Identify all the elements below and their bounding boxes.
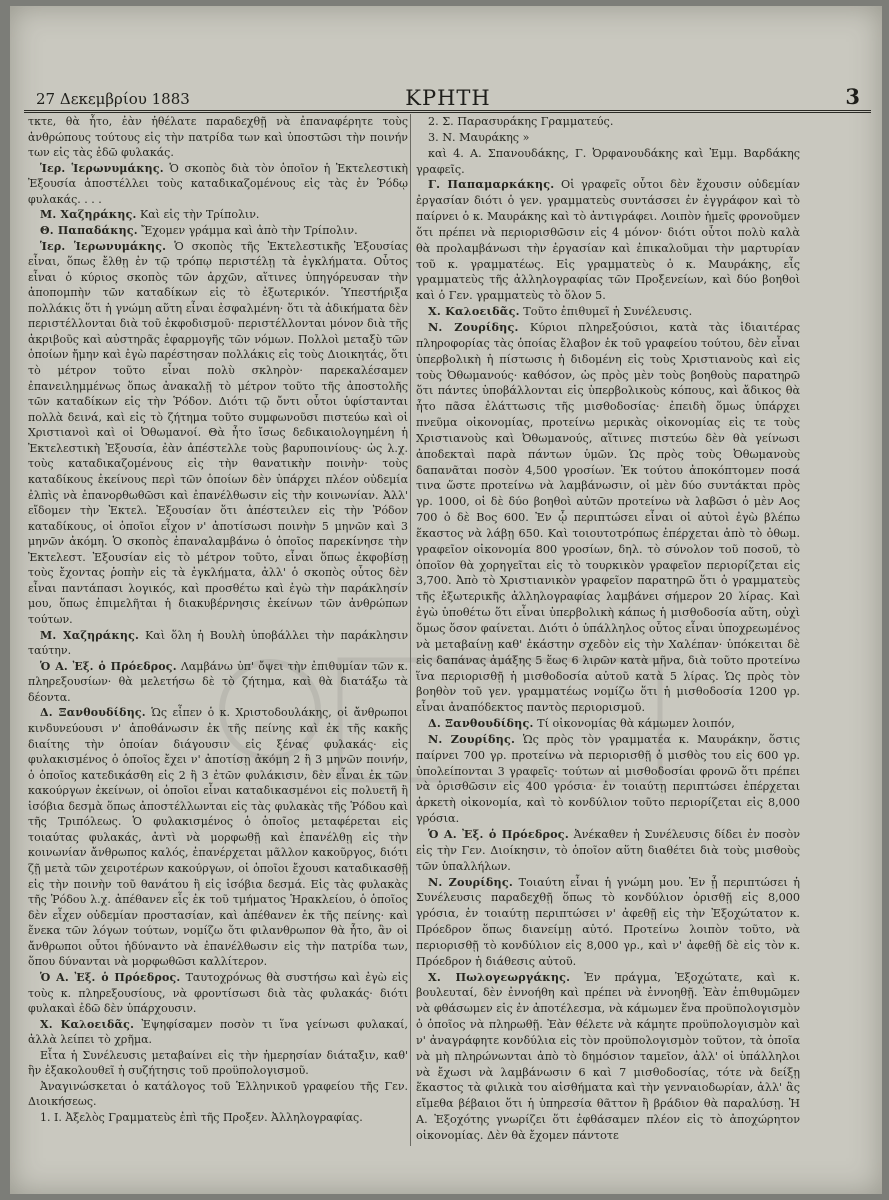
speaker-name: Μ. Χαζηράκης.	[40, 628, 140, 642]
speaker-name: Χ. Καλοειδᾶς.	[40, 1017, 135, 1031]
speaker-name: Χ. Πωλογεωργάκης.	[428, 969, 571, 984]
paragraph-text: Ἀνέκαθεν ἡ Συνέλευσις δίδει ἐν ποσὸν εἰς τὴν Γεν. Διοίκησιν, τὸ ὁποῖον αὕτη διαθέτει διὰ τοὺς μισθοὺς τῶν ὑπαλλήλων.	[416, 827, 800, 873]
speaker-name: Ὁ Α. Ἐξ. ὁ Πρόεδρος.	[40, 970, 181, 984]
paragraph	[416, 827, 800, 875]
paragraph	[28, 1079, 408, 1110]
paragraph	[416, 716, 800, 732]
paragraph-text: Ὡς πρὸς τὸν γραμματέα κ. Μαυράκην, ὅστις παίρνει 700 γρ. προτείνω νὰ περιορισθῇ ὁ μισθὸς του εἰς 600 γρ. ὑπολείπονται 3 γραφεῖς· τούτων αἱ μισθοδοσίαι φρονῶ ὅτι πρέπει νὰ ὁρισθῶσιν εἰς 400 γρόσια· ἐν τοιαύτῃ περιπτώσει ἐπέρχεται ἀρκετὴ οἰκονομία, καὶ τὸ κονδύλιον τοῦτο περιορίζεται εἰς 8,000 γρόσια.	[416, 732, 800, 826]
paragraph	[416, 732, 800, 827]
paragraph-text: Ἀναγινώσκεται ὁ κατάλογος τοῦ Ἑλληνικοῦ γραφείου τῆς Γεν. Διοικήσεως.	[28, 1079, 408, 1109]
speaker-name: Ἱερ. Ἱερωνυμάκης.	[40, 161, 164, 175]
issue-date: 27 Δεκεμβρίου 1883	[36, 90, 190, 108]
paragraph	[416, 304, 800, 320]
header-rule	[24, 110, 871, 113]
paragraph	[28, 207, 408, 223]
paragraph	[416, 114, 800, 130]
paragraph	[28, 970, 408, 1017]
paragraph-text: καὶ 4. Α. Σπανουδάκης, Γ. Ὀρφανουδάκης καὶ Ἐμμ. Βαρδάκης γραφεῖς.	[416, 146, 800, 176]
paragraph-text: Ὡς εἶπεν ὁ κ. Χριστοδουλάκης, οἱ ἄνθρωποι κινδυνεύουσι ν' ἀποθάνωσιν ἐκ τῆς πείνης καὶ ἐκ τῆς κακῆς διαίτης τὴν ὁποίαν διάγουσιν εἰς ξένας φυλακάς· εἰς φυλακισμένος ὁ ὁποῖος ἔχει ν' ἀποτίσῃ ἀκόμη 2 ἢ 3 μηνῶν ποινήν, ὁ ὁποῖος κατεδικάσθη εἰς 2 ἢ 3 ἐτῶν φυλάκισιν, δὲν εἶναι ἐκ τῶν κακούργων ἐκείνων, οἱ ὁποῖοι εἶναι καταδικασμένοι εἰς πολυετῆ ἢ ἰσόβια δεσμὰ ὅπως ἀποστέλλωνται εἰς τὰς φυλακὰς τῆς Ῥόδου καὶ τῆς Τριπόλεως. Ὁ φυλακισμένος ὁ ὁποῖος μεταφέρεται εἰς τοιαύτας φυλακάς, ἀντὶ νὰ μορφωθῇ καὶ ἐπανέλθῃ εἰς τὴν κοινωνίαν ἄνθρωπος καλός, ἐπανέρχεται μᾶλλον κακοῦργος, διότι ζῇ μετὰ τῶν χειροτέρων κακούργων, οἱ ὁποῖοι ἔχουσι καταδικασθῇ εἰς τὴν ποινὴν τοῦ θανάτου ἢ εἰς ἰσόβια δεσμά. Εἰς τὰς φυλακὰς τῆς Ῥόδου λ.χ. ἀπέθανεν εἷς ἐκ τοῦ τμήματος Ἡρακλείου, ὁ ὁποῖος δὲν εἶχεν οὐδεμίαν προστασίαν, καὶ ἀπέθανεν ἐκ τῆς πείνης· καὶ ἕνεκα τῶν λόγων τούτων, νομίζω ὅτι φιλανθρωπον θὰ ἦτο, ἂν οἱ ἄνθρωποι οὗτοι ἠδύναντο νὰ ἐπανέλθωσιν εἰς τὴν πατρίδα των, ὅπου δύνανται νὰ μορφωθῶσι καλλίτερον.	[28, 706, 408, 969]
speaker-name: Ν. Ζουρίδης.	[428, 874, 513, 889]
paragraph-text: Τοῦτο ἐπιθυμεῖ ἡ Συνέλευσις.	[523, 305, 693, 319]
paragraph	[28, 1110, 408, 1126]
paragraph-text: Λαμβάνω ὑπ' ὄψει τὴν ἐπιθυμίαν τῶν κ. πληρεξουσίων· θὰ μελετήσω δὲ τὸ ζήτημα, καὶ θὰ διατάξω τὰ δέοντα.	[28, 659, 408, 704]
paragraph-text: Ὁ σκοπὸς τῆς Ἐκτελεστικῆς Ἐξουσίας εἶναι, ὅπως ἔλθῃ ἐν τῷ τρόπῳ περιστέλῃ τὰ ἐγκλήματα. Οὗτος εἶναι ὁ κύριος σκοπὸς τῶν ἀρχῶν, αἵτινες ὑπηγόρευσαν τὴν ἀποπομπὴν τῶν καταδίκων εἰς τὸ ἐξωτερικόν. Ὑπεστήριξα πολλάκις ὅτι ἡ γνώμη αὕτη εἶναι ἐσφαλμένη· ὅτι τὰ ἀδικήματα δὲν περιστέλλονται διὰ τοῦ ἐκφοδισμοῦ· περιστέλλονται μόνον διὰ τῆς ἀκριβοῦς καὶ αὐστηρᾶς ἐφαρμογῆς τῶν νόμων. Πολλοὶ μεταξὺ τῶν ὁποίων ἤμην καὶ ἐγὼ παρέστησαν πολλάκις εἰς τοὺς Διοικητάς, ὅτι τὸ μέτρον τοῦτο εἶναι πολὺ σκληρὸν· παρεκαλέσαμεν ἐπανειλημμένως ὅπως ἀνακαλῇ τὸ μέτρον τοῦτο τῆς ἀποστολῆς τῶν καταδίκων εἰς τὴν Ῥόδον. Διότι τῷ ὄντι οὗτοι ὑφίστανται πολλὰ δεινά, καὶ εἰς τὸ ζήτημα τοῦτο συμφωνοῦσι πιστεύω καὶ οἱ Χριστιανοὶ καὶ οἱ Ὀθωμανοί. Θὰ ἦτο ἴσως δεδικαιολογημένη ἡ Ἐκτελεστικὴ Ἐξουσία, ἐὰν ἀπέστελλε τοὺς βαρυποινίους· ὡς λ.χ. τοὺς καταδικαζομένους εἰς τὴν θανατικὴν ποινὴν· τοὺς καταδίκους ἐκείνους περὶ τῶν ὁποίων δὲν ὑπάρχει πλέον οὐδεμία ἐλπὶς νὰ ἐπανορθωθῶσι καὶ ἐπανέλθωσιν εἰς τὴν κοινωνίαν. Ἀλλ' εἴδομεν τὴν Ἐκτελ. Ἐξουσίαν ὅτι ἀπέστειλεν εἰς τὴν Ῥόδον καταδίκους, οἱ ὁποῖοι εἶχον ν' ἀποτίσωσι ποινὴν 5 μηνῶν καὶ 3 μηνῶν ἀκόμη. Ὁ σκοπὸς ἐπαναλαμβάνω ὁ ὁποῖος παρεκίνησε τὴν Ἐκτελεστ. Ἐξουσίαν εἰς τὸ μέτρον τοῦτο, εἶναι ὅπως ἐκφοβίσῃ τοὺς ἔχοντας ῥοπὴν εἰς τὰ ἐγκλήματα, ἀλλ' ὁ σκοπὸς οὗτος δὲν εἶναι παντάπασι λογικός, καὶ προσθέτω καὶ ἐγὼ τὴν παράκλησίν μου, ὅπως ἐπιμελῆται ἡ διακυβέρνησις ἐκείνων τῶν ἀνθρώπων τούτων.	[28, 239, 409, 626]
paragraph-text: 2. Σ. Παρασυράκης Γραμματεύς.	[428, 115, 614, 128]
paragraph-text: Τί οἰκονομίας θὰ κάμωμεν λοιπόν,	[537, 717, 735, 731]
speaker-name: Ν. Ζουρίδης.	[428, 319, 519, 334]
paragraph	[28, 161, 408, 208]
right-column	[416, 114, 800, 1144]
paragraph-text: Εἶτα ἡ Συνέλευσις μεταβαίνει εἰς τὴν ἡμερησίαν διάταξιν, καθ' ἣν ἐξακολουθεῖ ἡ συζήτησις τοῦ προϋπολογισμοῦ.	[28, 1048, 408, 1078]
paragraph-text: Τοιαύτη εἶναι ἡ γνώμη μου. Ἐν ᾗ περιπτώσει ἡ Συνέλευσις παραδεχθῇ ὅπως τὸ κονδύλιον ὁρισθῇ εἰς 8,000 γρόσια, ἐν τοιαύτῃ περιπτώσει ν' ἀφεθῇ εἰς τὴν Ἐξοχώτατον κ. Πρόεδρον ὅπως διανείμῃ αὐτό. Προτείνω λοιπὸν τοῦτο, νὰ περιορισθῇ τὸ κονδύλιον εἰς 8,000 γρ., καὶ ν' ἀφεθῇ δὲ εἰς τὸν κ. Πρόεδρον ἡ διάθεσις αὐτοῦ.	[416, 875, 801, 968]
newspaper-title: ΚΡΗΤΗ	[405, 86, 491, 110]
speaker-name: Ἱερ. Ἱερωνυμάκης.	[40, 239, 167, 253]
paragraph	[416, 320, 800, 716]
paragraph-text: Ἐν πράγμα, Ἐξοχώτατε, καὶ κ. βουλευταί, δὲν ἐννοήθη καὶ πρέπει νὰ ἐννοηθῇ. Ἐὰν ἐπιθυμῶμεν νὰ φθάσωμεν εἰς ἐν ἀποτέλεσμα, νὰ κάμωμεν ἕνα προϋπολογισμὸν ὁ ὁποῖος νὰ πληρωθῇ. Ἐὰν θέλετε νὰ κάμητε προϋπολογισμὸν καὶ ν' ἀναγράφητε κονδύλια εἰς τὸν προϋπολογισμὸν τοῦτον, τὰ ὁποῖα νὰ μὴ πληρώνωνται ἀπὸ τὸ δημόσιον ταμεῖον, ἀλλ' οἱ ὑπάλληλοι νὰ ἔχωσι νὰ λαμβάνωσιν 6 καὶ 7 μισθοδοσίας, τότε νὰ δείξῃ ἕκαστος τὰ φιλικὰ του αἰσθήματα καὶ τὴν γενναιοδωρίαν, ἀλλ' ἂς εἴμεθα βέβαιοι ὅτι ἡ ὑπηρεσία θᾶττον ἢ βράδιον θὰ παραλύσῃ. Ἡ Α. Ἐξοχότης γνωρίζει ὅτι ἐφθάσαμεν πλέον εἰς τὸ ἀποχώρητον οἰκονομίας. Δὲν θὰ ἔχομεν πάντοτε	[416, 970, 800, 1142]
speaker-name: Δ. Ξανθουδίδης.	[40, 706, 146, 720]
paragraph	[28, 705, 408, 970]
paragraph-text: Κύριοι πληρεξούσιοι, κατὰ τὰς ἰδιαιτέρας πληροφορίας τὰς ὁποίας ἔλαβον ἐκ τοῦ γραφείου τούτου, δὲν εἶναι ὑπερβολικὴ ἡ πίστωσις ἡ διδομένη εἰς τοὺς Χριστιανοὺς καὶ εἰς τοὺς Ὀθωμανούς· καθόσον, ὡς πρὸς μὲν τοὺς βοηθοὺς παρατηρῶ ὅτι πάντες ὑποβάλλονται εἰς ὑπερβολικοὺς κόπους, καὶ ἄδικος θὰ ἦτο πᾶσα ἐλάττωσις τῆς μισθοδοσίας· ἐπειδὴ ὅμως ὑπάρχει πνεῦμα οἰκονομίας, προτείνω μερικὰς οἰκονομίας εἰς τε τοὺς Χριστιανοὺς καὶ Ὀθωμανούς, αἵτινες πιστεύω δὲν θὰ γείνωσι ἀποδεκταὶ παρὰ πάντων ὑμῶν. Ὡς πρὸς τοὺς Ὀθωμανοὺς δαπανᾶται ποσὸν 4,500 γροσίων. Ἐκ τούτου ἀποκόπτομεν ποσά τινα ὥστε προτείνω νὰ λαμβάνωσιν, οἱ μὲν δύο συντάκται πρὸς γρ. 1000, οἱ δὲ δύο βοηθοὶ αὐτῶν προτείνω νὰ λαβῶσι ὁ μὲν Αος 700 ὁ δὲ Βος 600. Ἐν ᾧ περιπτώσει εἶναι οἱ αὐτοὶ ἐγὼ βλέπω ἕκαστος νὰ λάβῃ 650. Καὶ τοιουτοτρόπως ἐπέρχεται ἀπὸ τὸ ὀθωμ. γραφεῖον οἰκονομία 800 γροσίων, δηλ. τὸ σύνολον τοῦ ποσοῦ, τὸ ὁποῖον θὰ χορηγεῖται εἰς τὸ τουρκικὸν γραφεῖον περιορίζεται εἰς 3,700. Ἀπὸ τὸ Χριστιανικὸν γραφεῖον παρατηρῶ ὅτι ὁ γραμματεὺς τῆς ἐξωτερικῆς ἀλληλογραφίας λαμβάνει σήμερον 20 λίρας. Καὶ ἐγὼ ὑποθέτω ὅτι εἶναι ὑπερβολικὴ κάπως ἡ μισθοδοσία αὕτη, οὐχὶ ὅμως ὅσον φαίνεται. Διότι ὁ ὑπάλληλος οὗτος εἶναι ὑποχρεωμένος νὰ μεταβαίνῃ καθ' ἑκάστην σχεδὸν εἰς τὴν Χαλέπαν· ὑπόκειται δὲ εἰς δαπάνας ἁμάξης 5 ἕως 6 λιρῶν κατὰ μῆνα, διὰ τοῦτο προτείνω ἵνα περιορισθῇ ἡ μισθοδοσία αὐτοῦ κατὰ 5 λίρας. Ὡς πρὸς τὸν βοηθὸν τοῦ γεν. γραμματέως νομίζω ὅτι ἡ μισθοδοσία 1200 γρ. εἶναι ἀναπόδεκτος παντὸς περιορισμοῦ.	[416, 320, 800, 715]
paragraph-text: 3. Ν. Μαυράκης »	[428, 130, 530, 144]
speaker-name: Μ. Χαζηράκης.	[40, 208, 137, 222]
column-divider	[410, 114, 411, 1146]
paragraph	[28, 1017, 408, 1048]
page-number: 3	[845, 84, 860, 109]
speaker-name: Ὁ Α. Ἐξ. ὁ Πρόεδρος.	[40, 659, 177, 673]
paragraph-text: τκτε, θὰ ἦτο, ἐὰν ἠθέλατε παραδεχθῇ νὰ ἐπαναφέρητε τοὺς ἀνθρώπους τούτους εἰς τὴν πατρίδα των καὶ ὑποστῶσι τὴν ποινήν των εἰς τὰς ἐδῶ φυλακάς.	[28, 115, 408, 160]
paragraph-text: Καὶ εἰς τὴν Τρίπολιν.	[140, 208, 260, 222]
paragraph-text: Καὶ ὅλη ἡ Βουλὴ ὑποβάλλει τὴν παράκλησιν ταύτην.	[28, 628, 409, 658]
paragraph	[416, 970, 800, 1144]
left-column	[28, 114, 408, 1126]
speaker-name: Θ. Παπαδάκης.	[40, 223, 138, 237]
paragraph-text: Ταυτοχρόνως θὰ συστήσω καὶ ἐγὼ εἰς τοὺς κ. πληρεξουσίους, νὰ φροντίσωσι διὰ τὰς φυλακάς· διότι φυλακαὶ ἐδῶ δὲν ὑπάρχουσιν.	[28, 970, 408, 1016]
speaker-name: Ν. Ζουρίδης.	[428, 731, 516, 746]
paragraph	[28, 628, 408, 659]
paragraph	[416, 130, 800, 146]
paragraph	[28, 114, 408, 161]
paragraph-text: 1. Ι. Ἀξελὸς Γραμματεὺς ἐπὶ τῆς Προξεν. Ἀλληλογραφίας.	[40, 1111, 363, 1124]
paragraph-text: Ὁ σκοπὸς διὰ τὸν ὁποῖον ἡ Ἐκτελεστικὴ Ἐξουσία ἀποστέλλει τοὺς καταδικαζομένους εἰς τὰς ἐν Ῥόδῳ φυλακάς. . . .	[28, 161, 409, 206]
speaker-name: Ὁ Α. Ἐξ. ὁ Πρόεδρος.	[428, 826, 569, 841]
paragraph-text: Ἐψηφίσαμεν ποσὸν τι ἵνα γείνωσι φυλακαί, ἀλλὰ λείπει τὸ χρῆμα.	[28, 1017, 408, 1047]
paragraph-text: Ἔχομεν γράμμα καὶ ἀπὸ τὴν Τρίπολιν.	[141, 223, 358, 237]
paragraph	[416, 875, 800, 970]
speaker-name: Γ. Παπαμαρκάκης.	[428, 177, 555, 192]
paragraph-text: Οἱ γραφεῖς οὗτοι δὲν ἔχουσιν οὐδεμίαν ἐργασίαν διότι ὁ γεν. γραμματεὺς συντάσσει ἐν ἐγγράφον καὶ τὸ παίρνει ὁ κ. Μαυράκης καὶ τὸ ἀντιγράφει. Λοιπὸν ἡμεῖς φρονοῦμεν ὅτι πρέπει νὰ περιορισθῶσιν εἰς 4 μόνον· διότι οὗτοι πολὺ καλὰ θὰ προλαμβάνωσι τὴν ἐργασίαν καὶ ἐπικαλοῦμαι τὴν μαρτυρίαν τοῦ κ. γραμματέως. Εἰς γραμματεὺς ὁ κ. Μαυράκης, εἷς γραμματεὺς τῆς ἀλληλογραφίας τῶν Προξενείων, καὶ δύο βοηθοὶ καὶ ὁ Γεν. γραμματεὺς τὸ ὅλον 5.	[416, 178, 800, 303]
paragraph	[28, 1048, 408, 1079]
paragraph	[416, 177, 800, 304]
speaker-name: Δ. Ξανθουδίδης.	[428, 716, 534, 731]
paragraph	[28, 659, 408, 706]
paragraph	[28, 239, 408, 628]
paragraph	[416, 146, 800, 178]
speaker-name: Χ. Καλοειδᾶς.	[428, 304, 520, 319]
paragraph	[28, 223, 408, 239]
